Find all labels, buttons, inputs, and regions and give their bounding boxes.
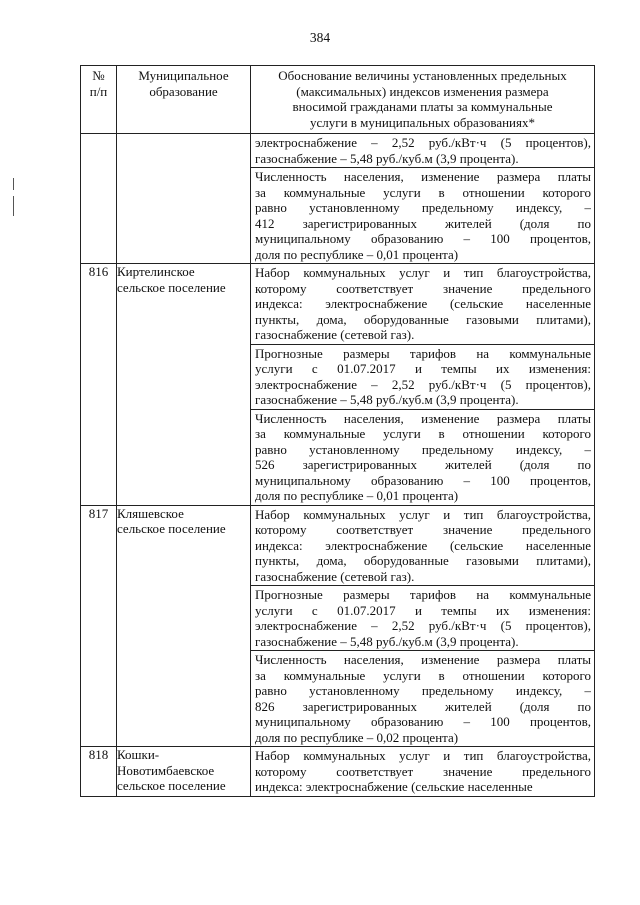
- page-number: 384: [309, 30, 331, 45]
- text-line: доля по республике – 0,01 процента): [255, 246, 459, 262]
- text-line: пункты, дома, оборудованные газовыми плитами),: [255, 553, 591, 568]
- text-line: 526 зарегистрированных жителей (доля по: [255, 457, 591, 472]
- municipality-name: [117, 134, 251, 264]
- text-line: Набор коммунальных услуг и тип благоустройства,: [255, 265, 591, 280]
- text-line: которому соответствует значение предельного: [255, 522, 591, 537]
- text-line: Набор коммунальных услуг и тип благоустройства,: [255, 506, 591, 522]
- text-line: муниципальному образованию – 100 процентов,: [255, 231, 591, 246]
- justification-paragraph: [251, 585, 594, 650]
- header-line: п/п: [89, 83, 108, 99]
- text-line: равно установленному предельному индексу, –: [255, 200, 591, 215]
- text-line: которому соответствует значение предельного: [255, 763, 591, 779]
- tariff-index-table: [80, 65, 595, 797]
- text-line: электроснабжение – 2,52 руб./кВт·ч (5 процентов),: [255, 376, 591, 392]
- text-line: Численность населения, изменение размера платы: [255, 410, 591, 426]
- header-line: Обоснование величины установленных предельных: [278, 68, 567, 83]
- justification-paragraph: [251, 264, 594, 344]
- header-line: вносимой гражданами платы за коммунальные: [292, 99, 553, 114]
- justification-paragraph: [251, 650, 594, 746]
- text-line: 826 зарегистрированных жителей (доля по: [255, 698, 591, 714]
- justification-paragraph: [251, 409, 594, 505]
- text-line: индекса: электроснабжение (сельские населенные: [255, 296, 591, 311]
- header-line: услуги в муниципальных образованиях*: [309, 114, 535, 130]
- text-line: газоснабжение – 5,48 руб./куб.м (3,9 процента).: [255, 392, 519, 407]
- left-margin-mark: [13, 196, 14, 216]
- justification-paragraph: [251, 134, 594, 167]
- text-line: Численность населения, изменение размера платы: [255, 169, 591, 184]
- municipality-line: Кляшевское: [117, 505, 184, 521]
- text-line: газоснабжение (сетевой газ).: [255, 568, 415, 584]
- text-line: доля по республике – 0,01 процента): [255, 488, 459, 503]
- header-line: Муниципальное: [138, 68, 229, 83]
- municipality-line: сельское поселение: [117, 521, 226, 536]
- row-number: [81, 134, 117, 264]
- text-line: за коммунальные услуги в отношении которого: [255, 667, 591, 683]
- text-line: муниципальному образованию – 100 процентов,: [255, 472, 591, 488]
- text-line: услуги с 01.07.2017 и темпы их изменения:: [255, 602, 591, 618]
- table-row: [81, 264, 595, 506]
- text-line: индекса: электроснабжение (сельские населенные: [255, 537, 591, 553]
- table-header-row: [81, 66, 595, 134]
- header-line: №: [92, 68, 105, 83]
- text-line: пункты, дома, оборудованные газовыми плитами),: [255, 311, 591, 327]
- justification-cell: [251, 505, 595, 747]
- text-line: равно установленному предельному индексу, –: [255, 441, 591, 457]
- municipality-line: Новотимбаевское: [117, 762, 215, 778]
- text-line: равно установленному предельному индексу, –: [255, 683, 591, 698]
- header-number: [81, 66, 117, 134]
- table-body: [81, 134, 595, 797]
- text-line: Прогнозные размеры тарифов на коммунальные: [255, 345, 591, 361]
- table-row: [81, 505, 595, 747]
- text-line: газоснабжение – 5,48 руб./куб.м (3,9 процента).: [255, 150, 519, 166]
- justification-cell: [251, 134, 595, 264]
- text-line: электроснабжение – 2,52 руб./кВт·ч (5 процентов),: [255, 618, 591, 633]
- row-number: 818: [81, 747, 117, 797]
- text-line: индекса: электроснабжение (сельские населенные: [255, 779, 533, 794]
- justification-paragraph: [251, 506, 594, 586]
- header-municipality: [117, 66, 251, 134]
- header-line: образование: [149, 83, 218, 99]
- municipality-line: Киртелинское: [117, 264, 195, 279]
- table-row: [81, 747, 595, 797]
- text-line: Набор коммунальных услуг и тип благоустройства,: [255, 748, 591, 763]
- text-line: газоснабжение (сетевой газ).: [255, 327, 415, 342]
- table-row: [81, 134, 595, 264]
- header-line: (максимальных) индексов изменения размера: [296, 83, 549, 99]
- justification-cell: [251, 747, 595, 797]
- municipality-line: Кошки-: [117, 747, 160, 762]
- justification-paragraph: [251, 747, 594, 796]
- text-line: газоснабжение – 5,48 руб./куб.м (3,9 процента).: [255, 633, 519, 649]
- header-justification: [251, 66, 595, 134]
- text-line: электроснабжение – 2,52 руб./кВт·ч (5 процентов),: [255, 135, 591, 150]
- row-number: 817: [81, 505, 117, 747]
- municipality-line: сельское поселение: [117, 279, 226, 295]
- text-line: Численность населения, изменение размера платы: [255, 652, 591, 667]
- text-line: 412 зарегистрированных жителей (доля по: [255, 215, 591, 231]
- justification-paragraph: [251, 344, 594, 409]
- justification-cell: [251, 264, 595, 506]
- text-line: услуги с 01.07.2017 и темпы их изменения:: [255, 361, 591, 376]
- left-margin-mark: [13, 178, 14, 190]
- municipality-name: [117, 747, 251, 797]
- municipality-name: [117, 264, 251, 506]
- municipality-name: [117, 505, 251, 747]
- text-line: за коммунальные услуги в отношении которого: [255, 426, 591, 441]
- text-line: муниципальному образованию – 100 процентов,: [255, 714, 591, 729]
- justification-paragraph: [251, 167, 594, 263]
- text-line: за коммунальные услуги в отношении которого: [255, 184, 591, 200]
- text-line: которому соответствует значение предельного: [255, 280, 591, 296]
- text-line: Прогнозные размеры тарифов на коммунальные: [255, 587, 591, 602]
- municipality-line: сельское поселение: [117, 778, 226, 793]
- text-line: доля по республике – 0,02 процента): [255, 729, 459, 745]
- row-number: 816: [81, 264, 117, 506]
